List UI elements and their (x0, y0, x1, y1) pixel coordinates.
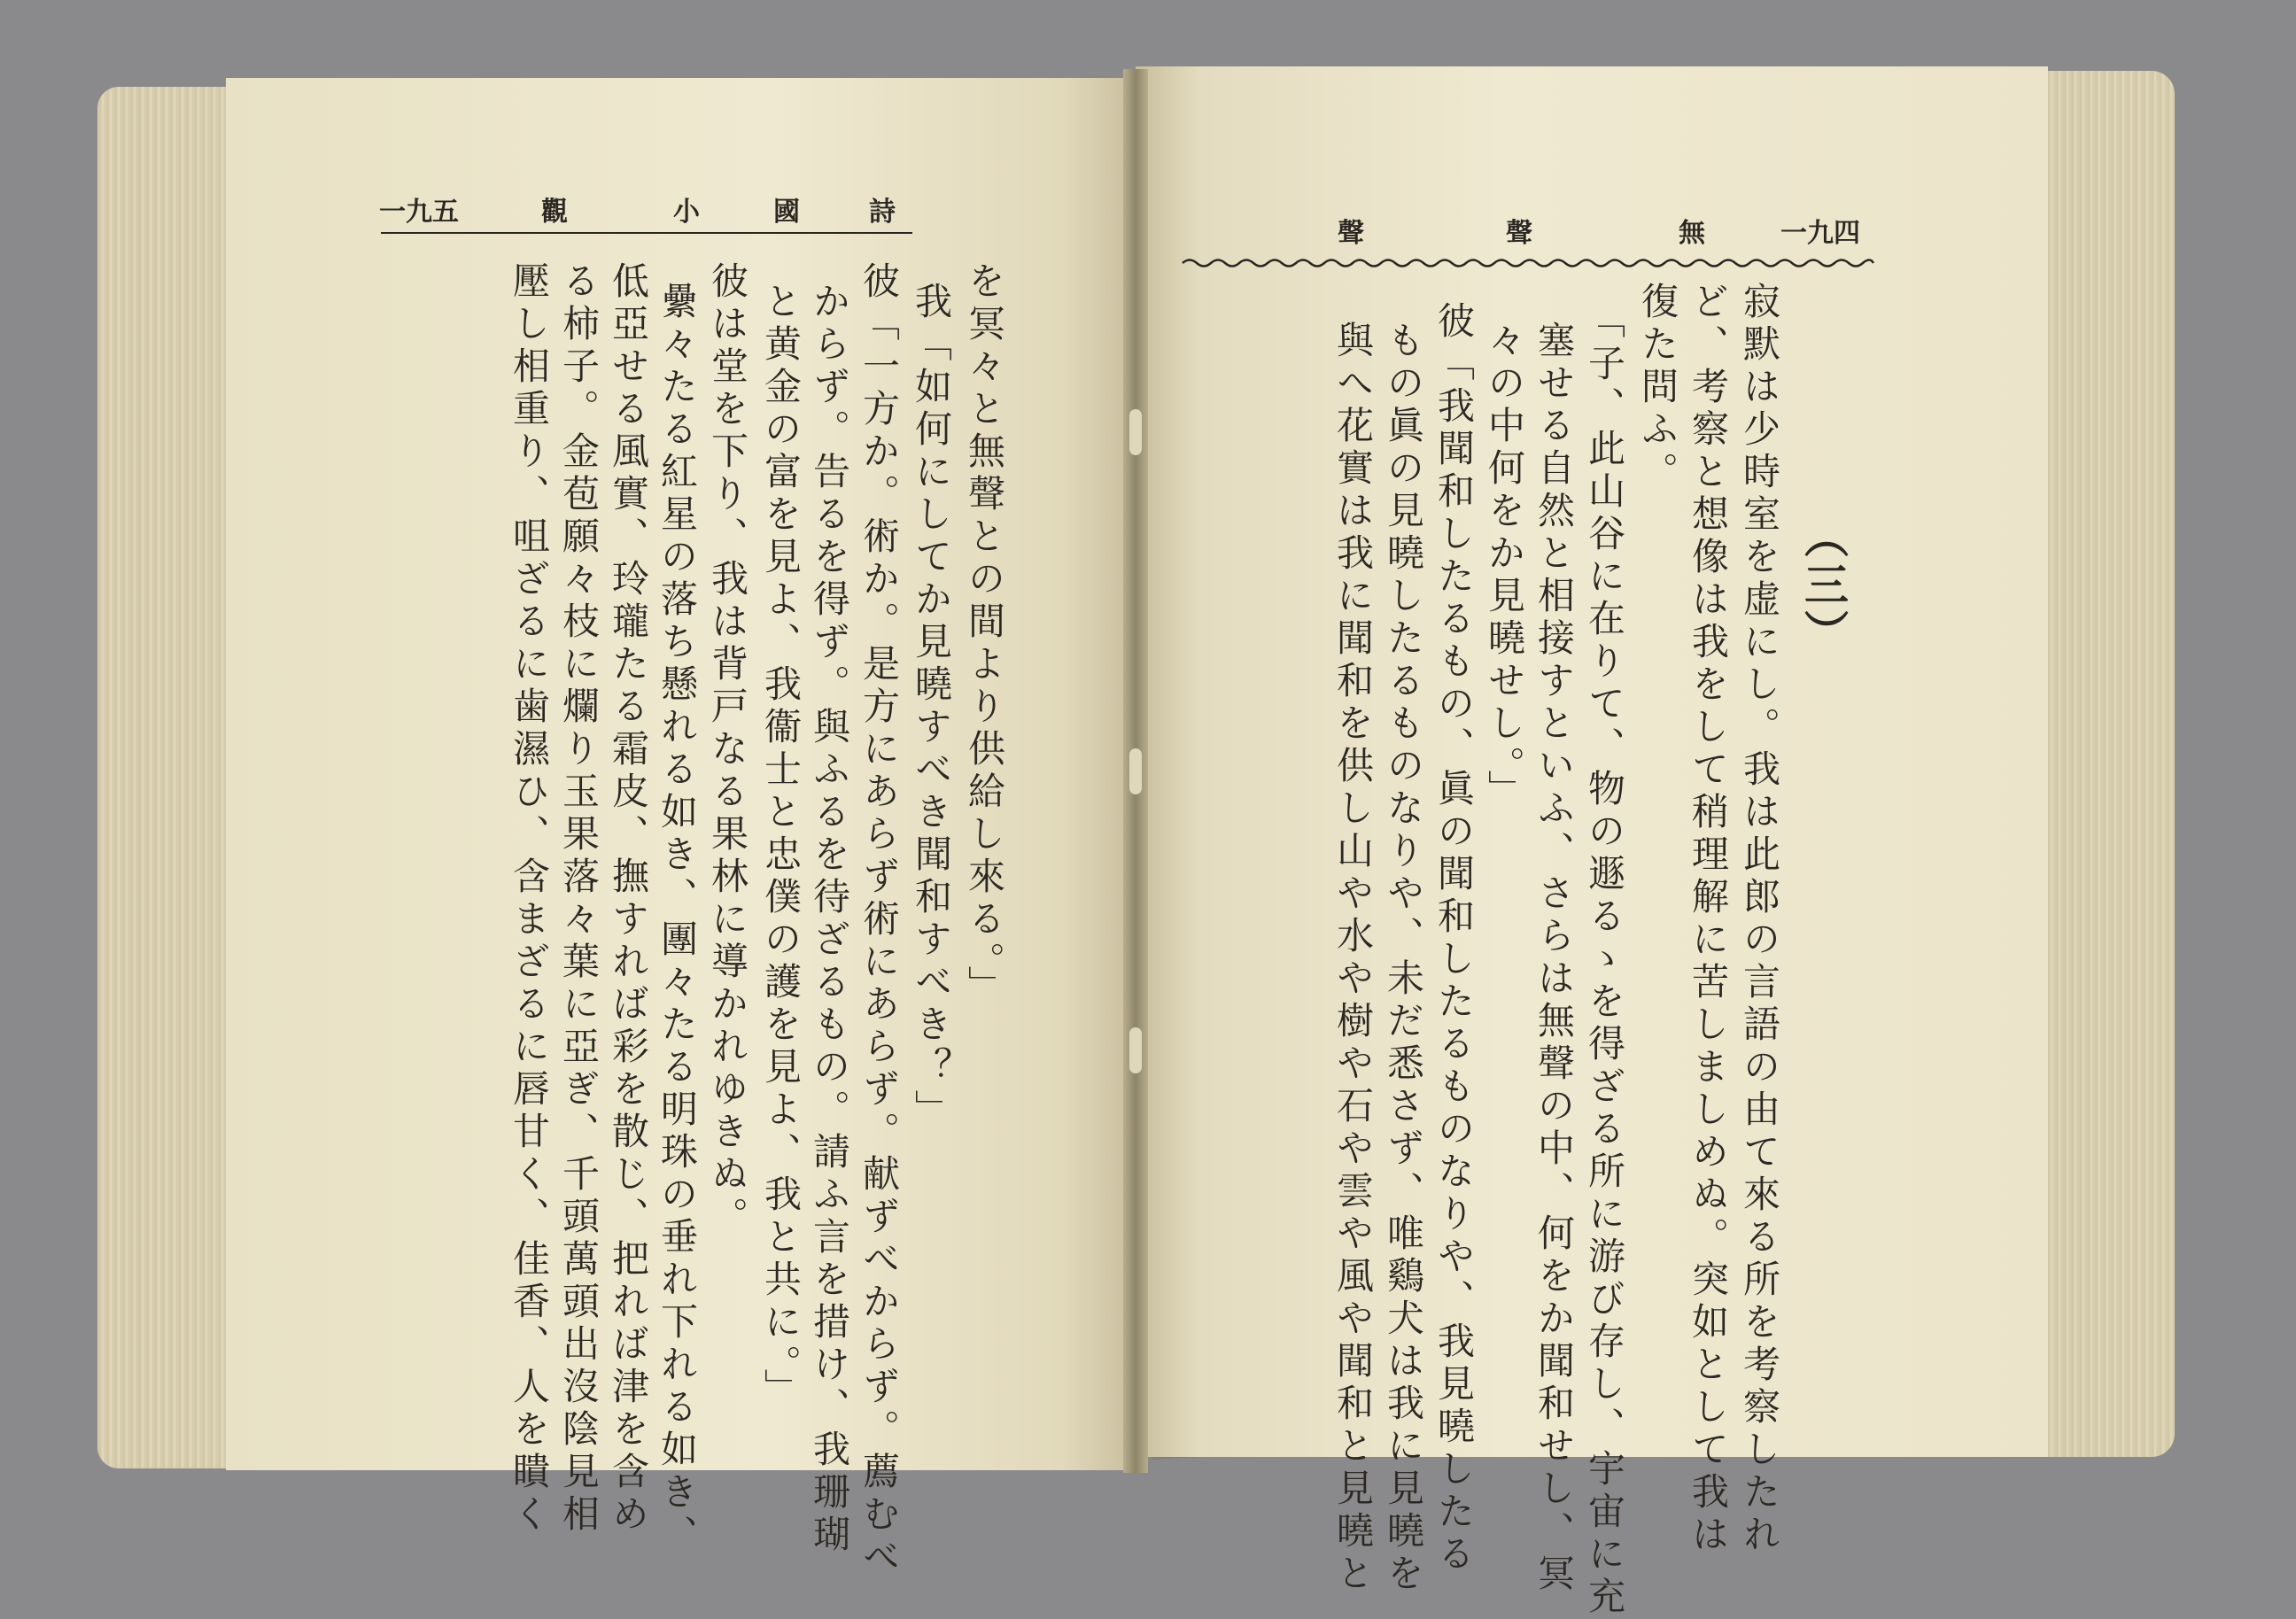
text-column: 纍々たる紅星の落ち懸れる如き、團々たる明珠の垂れ下れる如き、 (655, 282, 699, 1557)
text-column: ど、考察と想像は我をして稍理解に苦しましめぬ。突如として我は (1687, 282, 1730, 1557)
text-column: もの眞の見曉したるものなりや、未だ悉さず、唯鷄犬は我に見曉を (1382, 321, 1425, 1596)
right-running-header (1329, 211, 1869, 249)
text-column: 彼「一方か。術か。是方にあらず術にあらず。献ずべからず。薦むべ (857, 261, 901, 1579)
header-char: 小 (673, 197, 700, 228)
text-column: 「子、此山谷に在りて、物の遯るゝを得ざる所に游び存し、宇宙に充 (1583, 301, 1626, 1619)
header-char: 聲 (1338, 218, 1364, 249)
text-column: 低亞せる風實、玲瓏たる霜皮、撫すれば彩を散じ、把れば津を含め (607, 261, 650, 1537)
text-column: 々の中何をか見曉せし。」 (1483, 321, 1526, 812)
text-column: る柿子。金苞願々枝に爛り玉果落々葉に亞ぎ、千頭萬頭出沒陰見相 (557, 261, 601, 1537)
left-page-edges (97, 87, 230, 1468)
header-char: 聲 (1506, 218, 1532, 249)
text-column: 與へ花實は我に聞和を供し山や水や樹や石や雲や風や聞和と見曉と (1331, 321, 1375, 1596)
text-column: 壓し相重り、咀ざるに歯濕ひ、含まざるに唇甘く、佳香、人を瞶く (508, 261, 551, 1537)
text-column: と黄金の富を見よ、我衞士と忠僕の護を見よ、我と共に。」 (759, 282, 803, 1411)
text-column: 寂默は少時室を虚にし。我は此郎の言語の由て來る所を考察したれ (1738, 282, 1781, 1557)
header-char: 詩 (869, 197, 896, 228)
left-header-rule (381, 232, 912, 239)
binding-thread (1129, 409, 1142, 455)
left-running-header (379, 190, 911, 228)
header-char: 無 (1679, 218, 1705, 249)
text-column: 彼「我聞和したるもの、眞の聞和したるものなりや、我見曉したる (1432, 301, 1476, 1576)
right-header-wavy-rule (1183, 257, 1873, 262)
text-column: からず。告るを得ず。與ふるを待ざるもの。請ふ言を措け、我珊瑚 (808, 282, 851, 1557)
text-column: 復た問ふ。 (1636, 282, 1679, 494)
left-page-number: 一九五 (379, 197, 459, 228)
right-page-number: 一九四 (1780, 218, 1860, 249)
text-column: を冥々と無聲との間より供給し來る。」 (963, 261, 1006, 1008)
header-char: 觀 (541, 197, 568, 228)
text-column: 我「如何にしてか見曉すべき聞和すべき？」 (910, 282, 953, 1132)
header-char: 國 (773, 197, 800, 228)
wavy-rule-icon (1183, 257, 1873, 269)
section-title: （三） (1797, 514, 1850, 657)
binding-thread (1129, 748, 1142, 794)
text-column: 彼は堂を下り、我は背戸なる果林に導かれゆきぬ。 (706, 261, 749, 1239)
binding-thread (1129, 1027, 1142, 1073)
text-column: 塞せる自然と相接すといふ、さらは無聲の中、何をか聞和せし、冥 (1532, 321, 1576, 1596)
right-page-edges (2046, 71, 2175, 1457)
